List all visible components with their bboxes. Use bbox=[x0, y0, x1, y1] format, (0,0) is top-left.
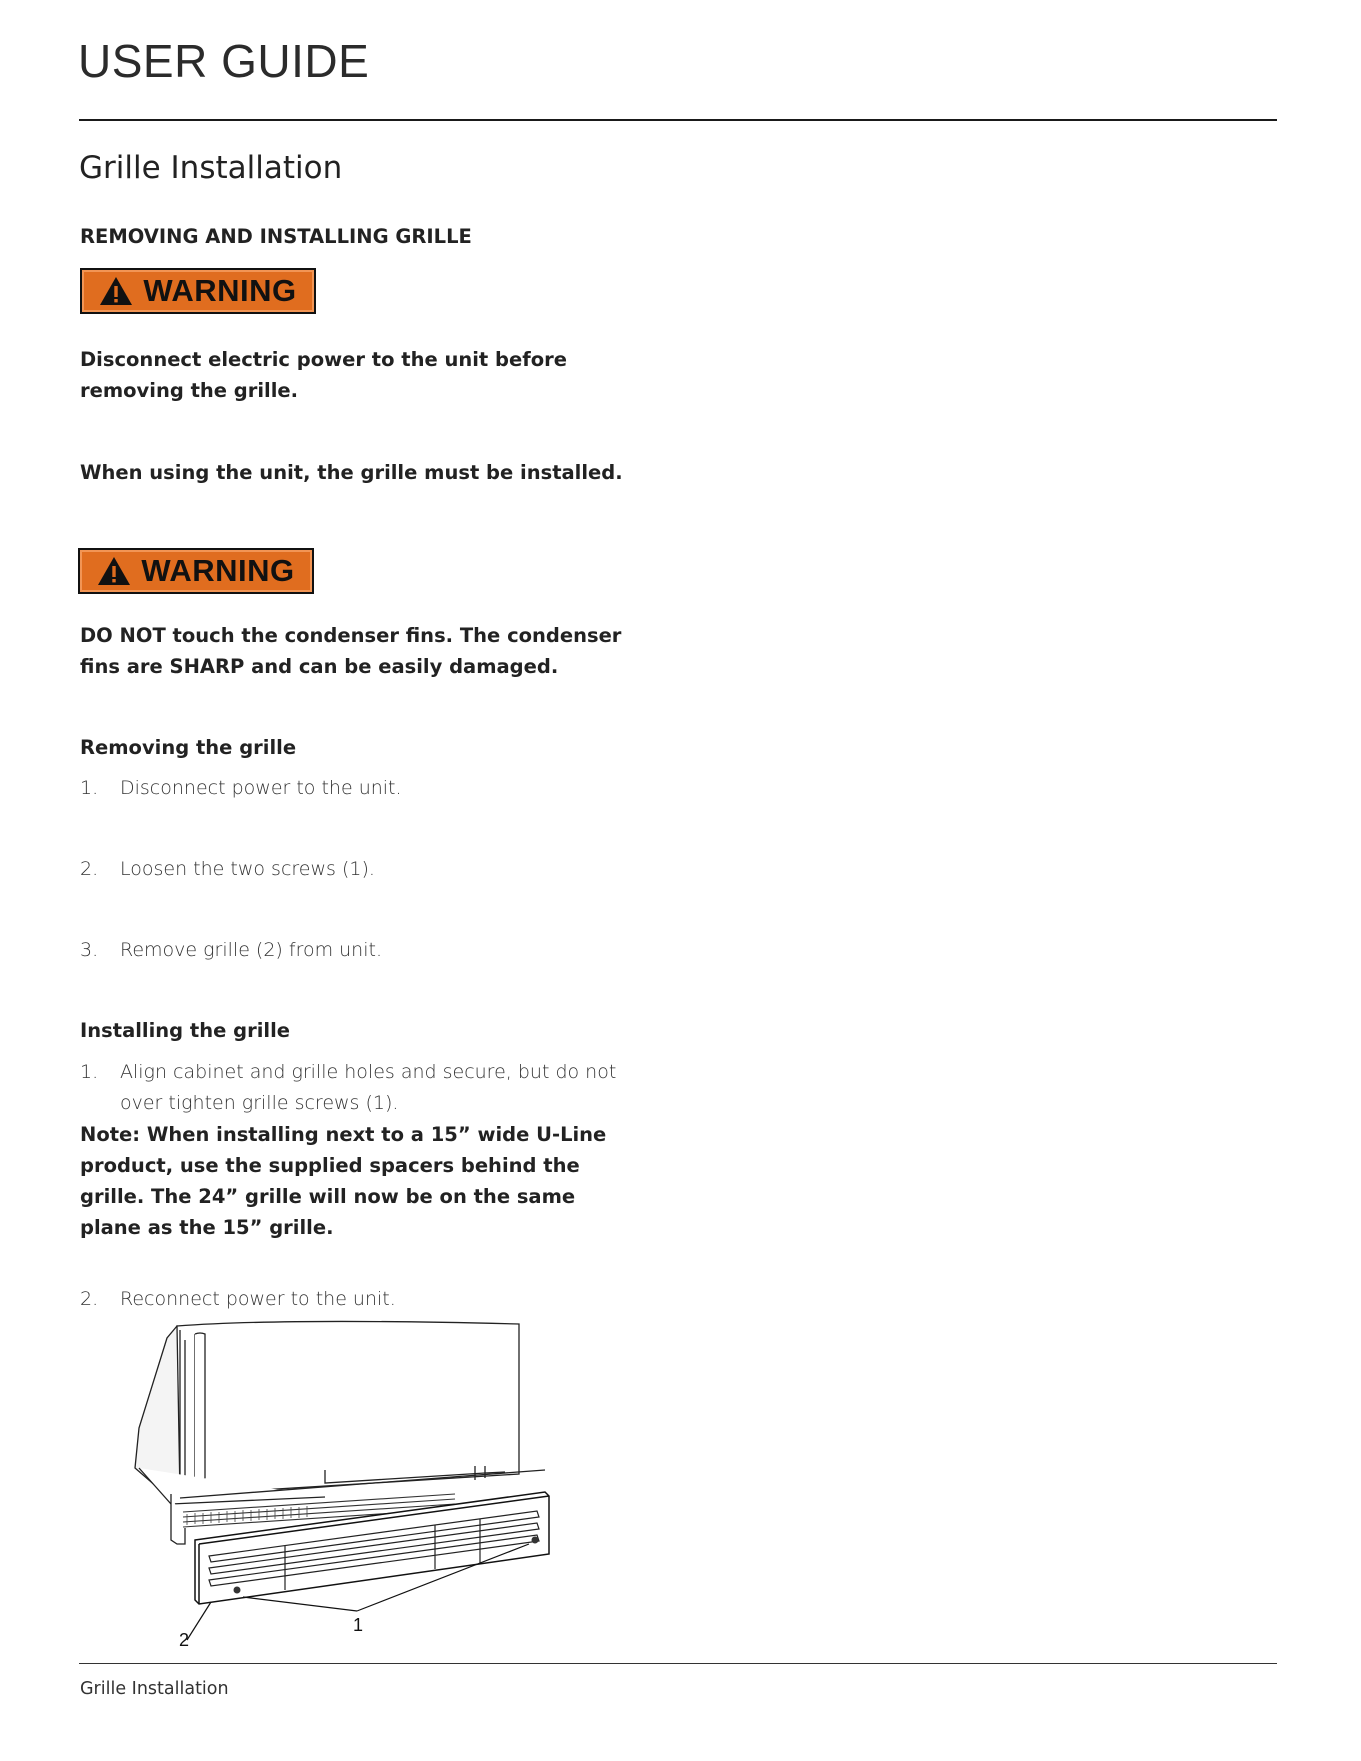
warning-label bbox=[78, 548, 314, 594]
section-subheading: REMOVING AND INSTALLING GRILLE bbox=[80, 225, 472, 248]
grille-installation-figure bbox=[125, 1318, 565, 1646]
warning-label-text: WARNING bbox=[141, 553, 295, 588]
footer-text: Grille Installation bbox=[80, 1679, 229, 1699]
list-item bbox=[80, 935, 640, 966]
warning-text: DO NOT touch the condenser fins. The condenser fins are SHARP and can be easily damaged. bbox=[80, 624, 622, 678]
callout-1: 1 bbox=[353, 1615, 364, 1635]
document-title: USER GUIDE bbox=[78, 35, 370, 87]
list-item bbox=[80, 773, 640, 804]
callout-2: 2 bbox=[179, 1630, 190, 1646]
footer-rule bbox=[79, 1663, 1277, 1664]
list-item bbox=[80, 1057, 640, 1119]
installing-heading: Installing the grille bbox=[80, 1019, 290, 1042]
warning-triangle-icon bbox=[99, 276, 133, 306]
warning-label-text: WARNING bbox=[143, 273, 297, 308]
removing-heading: Removing the grille bbox=[80, 736, 297, 759]
step-text: Align cabinet and grille holes and secure, but do not over tighten grille screws (1). bbox=[120, 1061, 617, 1114]
list-item bbox=[80, 854, 640, 885]
step-text: Loosen the two screws (1). bbox=[120, 858, 375, 880]
warning-triangle-icon bbox=[97, 556, 131, 586]
section-title: Grille Installation bbox=[79, 150, 343, 186]
installation-note: Note: When installing next to a 15” wide U-Line product, use the supplied spacers behind the grille. The 24” grille will now be on the same plane as the 15” grille. bbox=[80, 1123, 607, 1239]
warning-text: Disconnect electric power to the unit before removing the grille. bbox=[80, 348, 567, 402]
step-number: 2. bbox=[80, 1288, 99, 1310]
warning-followup: When using the unit, the grille must be installed. bbox=[80, 461, 623, 484]
step-text: Remove grille (2) from unit. bbox=[120, 939, 382, 961]
list-item bbox=[80, 1284, 640, 1315]
step-number: 3. bbox=[80, 939, 99, 961]
step-text: Disconnect power to the unit. bbox=[120, 777, 402, 799]
header-rule bbox=[79, 119, 1277, 121]
step-text: Reconnect power to the unit. bbox=[120, 1288, 396, 1310]
step-number: 1. bbox=[80, 777, 99, 799]
step-number: 1. bbox=[80, 1061, 99, 1083]
step-number: 2. bbox=[80, 858, 99, 880]
warning-label bbox=[80, 268, 316, 314]
